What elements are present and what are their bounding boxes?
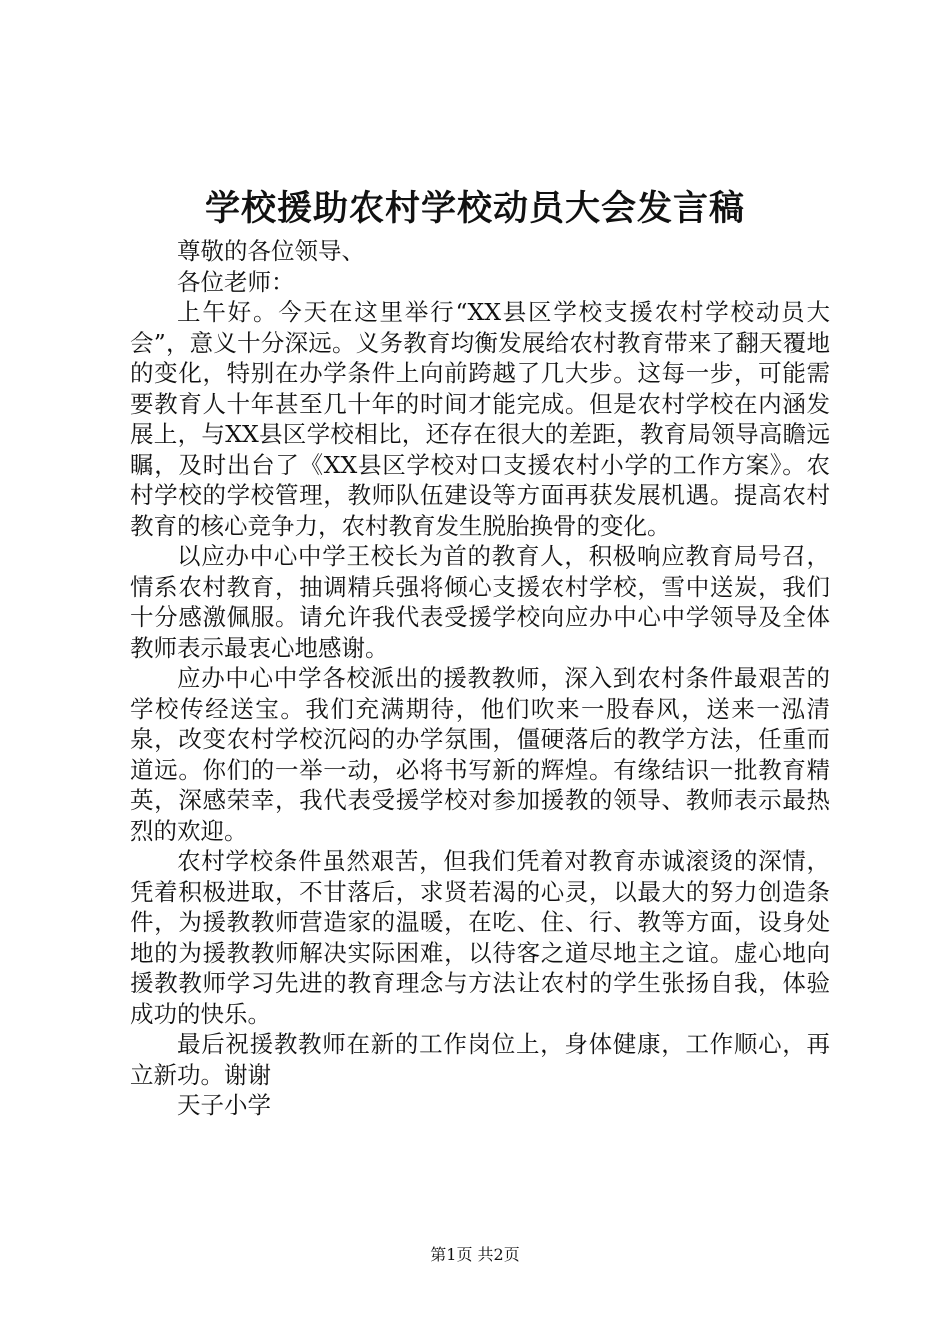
document-title: 学校援助农村学校动员大会发言稿 [204, 188, 745, 229]
paragraph-closing: 最后祝援教教师在新的工作岗位上，身体健康，工作顺心，再立新功。谢谢 [130, 1030, 830, 1089]
salutation-teachers: 各位老师： [177, 267, 295, 296]
paragraph-opening: 上午好。今天在这里举行“XX县区学校支援农村学校动员大会”，意义十分深远。义务教育均衡发展给农村教育带来了翻天覆地的变化，特别在办学条件上向前跨越了几大步。这每一步，可能需要教育人十年甚至几十年的时间才能完成。但是农村学校在内涵发展上，与XX县区学校相比，还存在很大的差距，教育局领导高瞻远瞩，及时出台了《XX县区学校对口支援农村小学的工作方案》。农村学校的学校管理，教师队伍建设等方面再获发展机遇。提高农村教育的核心竞争力，农村教育发生脱胎换骨的变化。 [130, 298, 830, 540]
page-number-footer: 第1页 共2页 [430, 1245, 520, 1264]
paragraph-thanks: 以应办中心中学王校长为首的教育人，积极响应教育局号召，情系农村教育，抽调精兵强将倾心支援农村学校，雪中送炭，我们十分感激佩服。请允许我代表受援学校向应办中心中学领导及全体教师表示最衷心地感谢。 [130, 542, 830, 662]
document-body [130, 236, 830, 1121]
signature-school: 天子小学 [177, 1091, 271, 1119]
paragraph-welcome: 应办中心中学各校派出的援教教师，深入到农村条件最艰苦的学校传经送宝。我们充满期待，他们吹来一股春风，送来一泓清泉，改变农村学校沉闷的办学氛围，僵硬落后的教学方法，任重而道远。你们的一举一动，必将书写新的辉煌。有缘结识一批教育精英，深感荣幸，我代表受援学校对参加援教的领导、教师表示最热烈的欢迎。 [130, 664, 830, 845]
salutation-leaders: 尊敬的各位领导、 [177, 237, 365, 265]
paragraph-commitment: 农村学校条件虽然艰苦，但我们凭着对教育赤诚滚烫的深情，凭着积极进取，不甘落后，求贤若渴的心灵，以最大的努力创造条件，为援教教师营造家的温暖，在吃、住、行、教等方面，设身处地的为援教教师解决实际困难，以待客之道尽地主之谊。虚心地向援教教师学习先进的教育理念与方法让农村的学生张扬自我，体验成功的快乐。 [130, 847, 830, 1028]
